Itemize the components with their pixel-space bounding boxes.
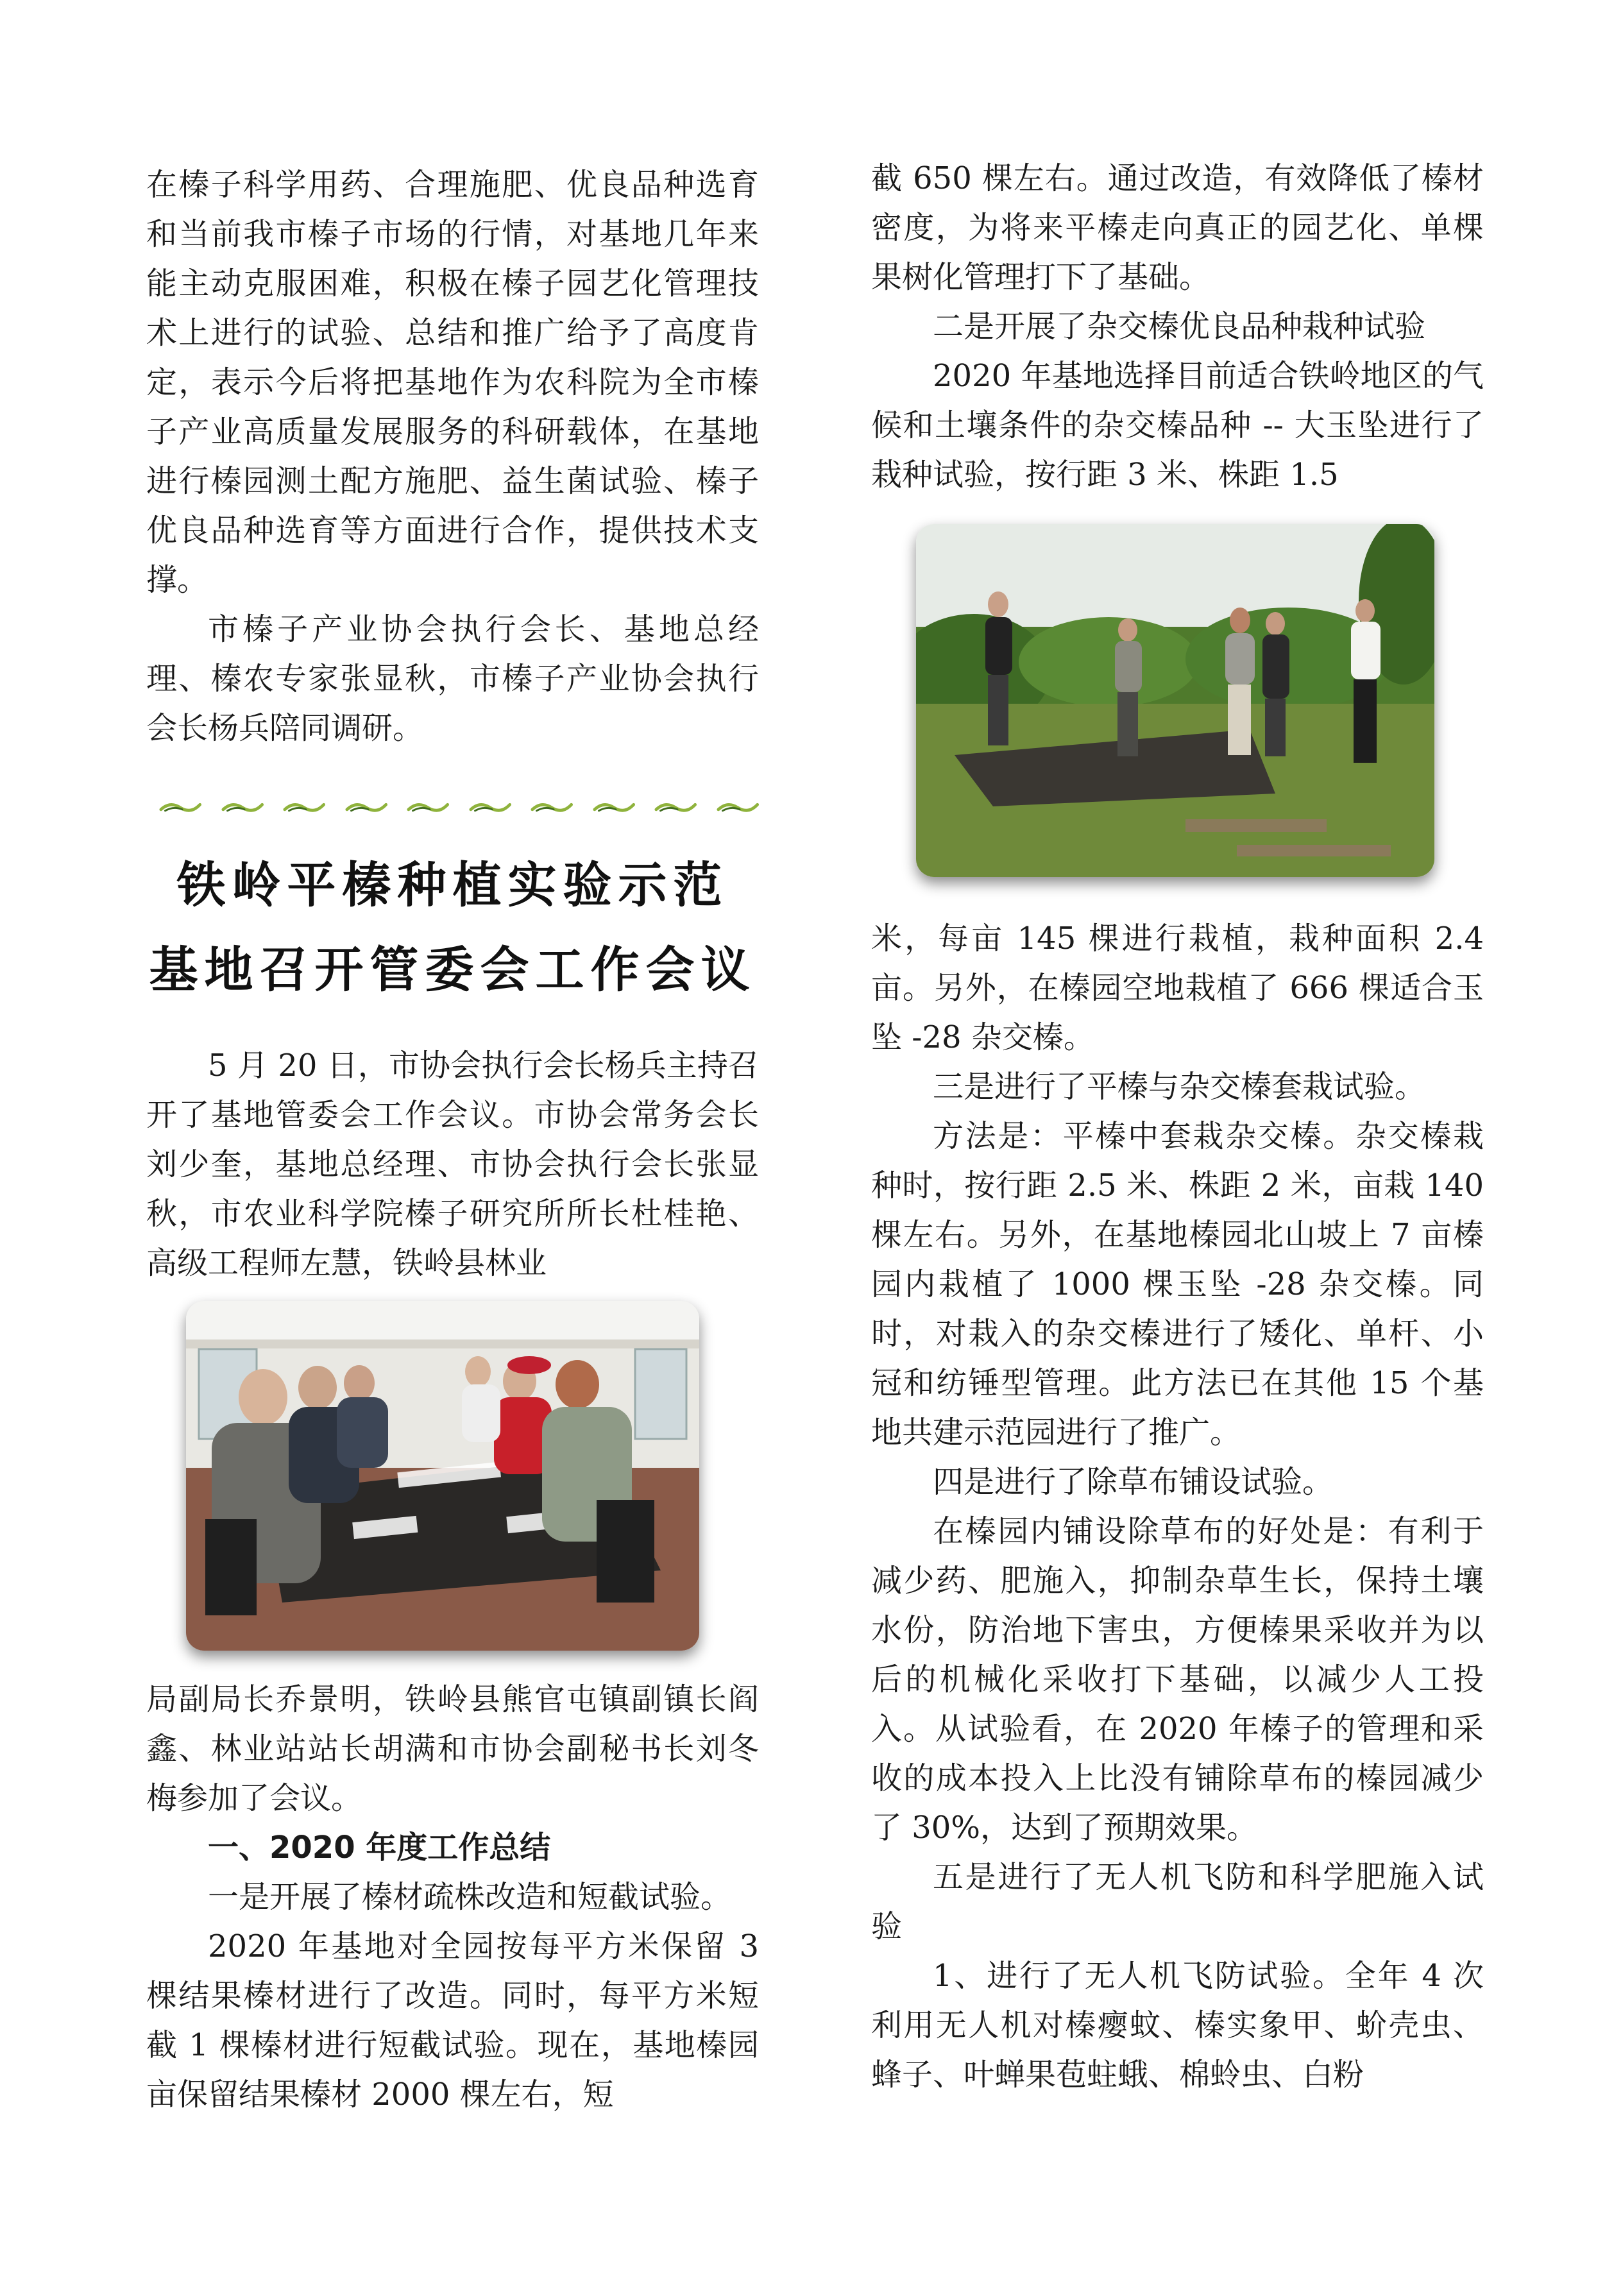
item-5-title: 五是进行了无人机飞防和科学肥施入试验 [871,1859,1484,1944]
intro-paragraph-2: 市榛子产业协会执行会长、基地总经理、榛农专家张显秋，市榛子产业协会执行会长杨兵陪同调研。 [146,611,759,746]
item-4-body: 在榛园内铺设除草布的好处是：有利于减少药、肥施入，抑制杂草生长，保持土壤水份，防治地下害虫，方便榛果采收并为以后的机械化采收打下基础，以减少人工投入。从试验看，在 2020 年榛子的管理和采收的成本投入上比没有铺除草布的榛园减少了 30%，达到了预期效果。 [871,1513,1484,1846]
hazel-field-photo [916,524,1434,877]
headline-line-2: 基地召开管委会工作会议 [149,941,756,998]
item-3-title: 三是进行了平榛与杂交榛套栽试验。 [933,1069,1426,1105]
article-paragraph-2: 局副局长乔景明，铁岭县熊官屯镇副镇长阎鑫、林业站站长胡满和市协会副秘书长刘冬梅参加了会议。 [146,1681,759,1816]
item-1-body: 2020 年基地对全园按每平方米保留 3 棵结果榛材进行了改造。同时，每平方米短截 1 棵榛材进行短截试验。现在，基地榛园亩保留结果榛材 2000 棵左右，短 [146,1928,759,2113]
article-paragraph-1: 5 月 20 日，市协会执行会长杨兵主持召开了基地管委会工作会议。市协会常务会长刘少奎，基地总经理、市协会执行会长张显秋，市农业科学院榛子研究所所长杜桂艳、高级工程师左慧，铁岭县林业 [146,1048,759,1281]
item-5-subitem-1: 1、进行了无人机飞防试验。全年 4 次利用无人机对榛瘿蚊、榛实象甲、蚧壳虫、蜂子、叶蝉果苞蛀蛾、棉蛉虫、白粉 [871,1958,1484,2093]
item-1-body-continued: 截 650 棵左右。通过改造，有效降低了榛材密度，为将来平榛走向真正的园艺化、单棵果树化管理打下了基础。 [871,160,1484,295]
left-column [146,160,759,2120]
item-4-title: 四是进行了除草布铺设试验。 [933,1464,1334,1500]
right-column [871,154,1484,2100]
meeting-photo [186,1301,699,1651]
section-heading: 一、2020 年度工作总结 [208,1830,551,1866]
item-2-body-part-2: 米，每亩 145 棵进行栽植，栽种面积 2.4 亩。另外，在榛园空地栽植了 666 棵适合玉坠 -28 杂交榛。 [871,921,1484,1055]
item-2-title: 二是开展了杂交榛优良品种栽种试验 [933,309,1426,344]
item-1-title: 一是开展了榛材疏株改造和短截试验。 [208,1879,732,1915]
intro-paragraph-1: 在榛子科学用药、合理施肥、优良品种选育和当前我市榛子市场的行情，对基地几年来能主动克服困难，积极在榛子园艺化管理技术上进行的试验、总结和推广给予了高度肯定，表示今后将把基地作为农科院为全市榛子产业高质量发展服务的科研载体，在基地进行榛园测土配方施肥、益生菌试验、榛子优良品种选育等方面进行合作，提供技术支撑。 [146,167,759,598]
item-2-body-part-1: 2020 年基地选择目前适合铁岭地区的气候和土壤条件的杂交榛品种 -- 大玉坠进行了栽种试验，按行距 3 米、株距 1.5 [871,358,1484,493]
decorative-divider [159,798,759,817]
article-headline [146,843,759,1012]
headline-line-1: 铁岭平榛种植实验示范 [176,856,729,914]
item-3-body: 方法是：平榛中套栽杂交榛。杂交榛栽种时，按行距 2.5 米、株距 2 米，亩栽 140 棵左右。另外，在基地榛园北山坡上 7 亩榛园内栽植了 1000 棵玉坠 -28 杂交榛。同时，对栽入的杂交榛进行了矮化、单杆、小冠和纺锤型管理。此方法已在其他 15 个基地共建示范园进行了推广。 [871,1118,1484,1450]
